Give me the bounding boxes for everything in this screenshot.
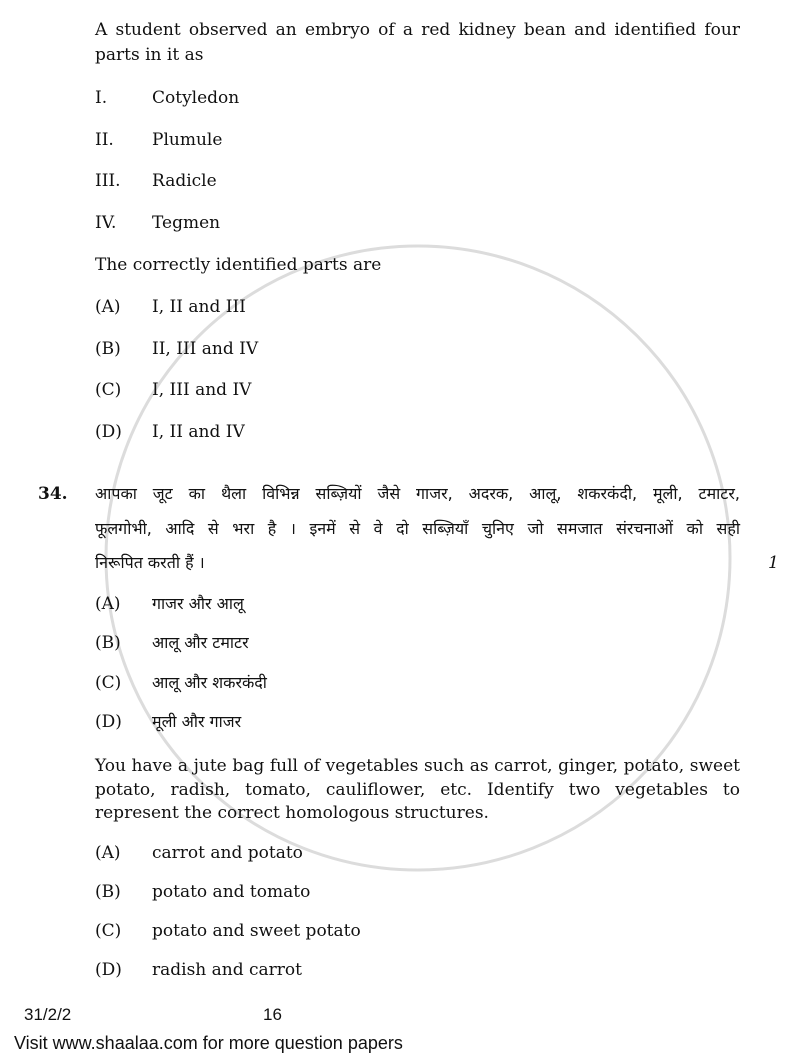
option-label: (C): [95, 921, 122, 941]
hindi-stem: फूलगोभी, आदि से भरा है । इनमें से वे दो सब्ज़ियाँ चुनिए जो समजात संरचनाओं को सही: [95, 519, 740, 538]
part-text: Tegmen: [152, 213, 221, 233]
option-text: I, II and III: [152, 297, 246, 317]
page-number: 16: [263, 1005, 282, 1024]
option-text: आलू और शकरकंदी: [152, 673, 267, 692]
option-text: I, III and IV: [152, 380, 252, 400]
marks: 1: [768, 553, 779, 573]
question-stem: parts in it as: [95, 45, 204, 65]
part-numeral: III.: [95, 171, 121, 191]
option-text: radish and carrot: [152, 960, 303, 980]
option-label: (A): [95, 843, 121, 863]
hindi-stem: आपका जूट का थैला विभिन्न सब्ज़ियों जैसे गाजर, अदरक, आलू, शकरकंदी, मूली, टमाटर,: [95, 484, 740, 503]
part-text: Cotyledon: [152, 88, 240, 108]
option-label: (B): [95, 882, 121, 902]
paper-code: 31/2/2: [24, 1005, 72, 1024]
english-stem: You have a jute bag full of vegetables such as carrot, ginger, potato, sweet: [95, 756, 740, 776]
option-label: (A): [95, 594, 121, 614]
option-label: (B): [95, 633, 121, 653]
question-stem: A student observed an embryo of a red kidney bean and identified four: [95, 20, 740, 40]
option-label: (D): [95, 712, 122, 732]
question-number: 34.: [38, 484, 68, 504]
english-stem: represent the correct homologous structures.: [95, 803, 489, 823]
option-text: आलू और टमाटर: [152, 633, 249, 652]
promo-link[interactable]: Visit www.shaalaa.com for more question papers: [14, 1033, 403, 1053]
option-text: गाजर और आलू: [152, 594, 244, 613]
option-label: (D): [95, 422, 122, 442]
option-label: (D): [95, 960, 122, 980]
question-prompt: The correctly identified parts are: [95, 255, 382, 275]
option-text: potato and tomato: [152, 882, 311, 902]
option-label: (C): [95, 380, 122, 400]
part-text: Radicle: [152, 171, 217, 191]
part-numeral: IV.: [95, 213, 117, 233]
option-label: (C): [95, 673, 122, 693]
option-text: potato and sweet potato: [152, 921, 361, 941]
hindi-stem: निरूपित करती हैं ।: [95, 553, 205, 572]
option-text: मूली और गाजर: [152, 712, 242, 731]
option-label: (B): [95, 339, 121, 359]
option-text: carrot and potato: [152, 843, 303, 863]
option-text: II, III and IV: [152, 339, 259, 359]
part-numeral: I.: [95, 88, 108, 108]
english-stem: potato, radish, tomato, cauliflower, etc. Identify two vegetables to: [95, 780, 740, 800]
option-text: I, II and IV: [152, 422, 245, 442]
option-label: (A): [95, 297, 121, 317]
part-text: Plumule: [152, 130, 223, 150]
part-numeral: II.: [95, 130, 114, 150]
